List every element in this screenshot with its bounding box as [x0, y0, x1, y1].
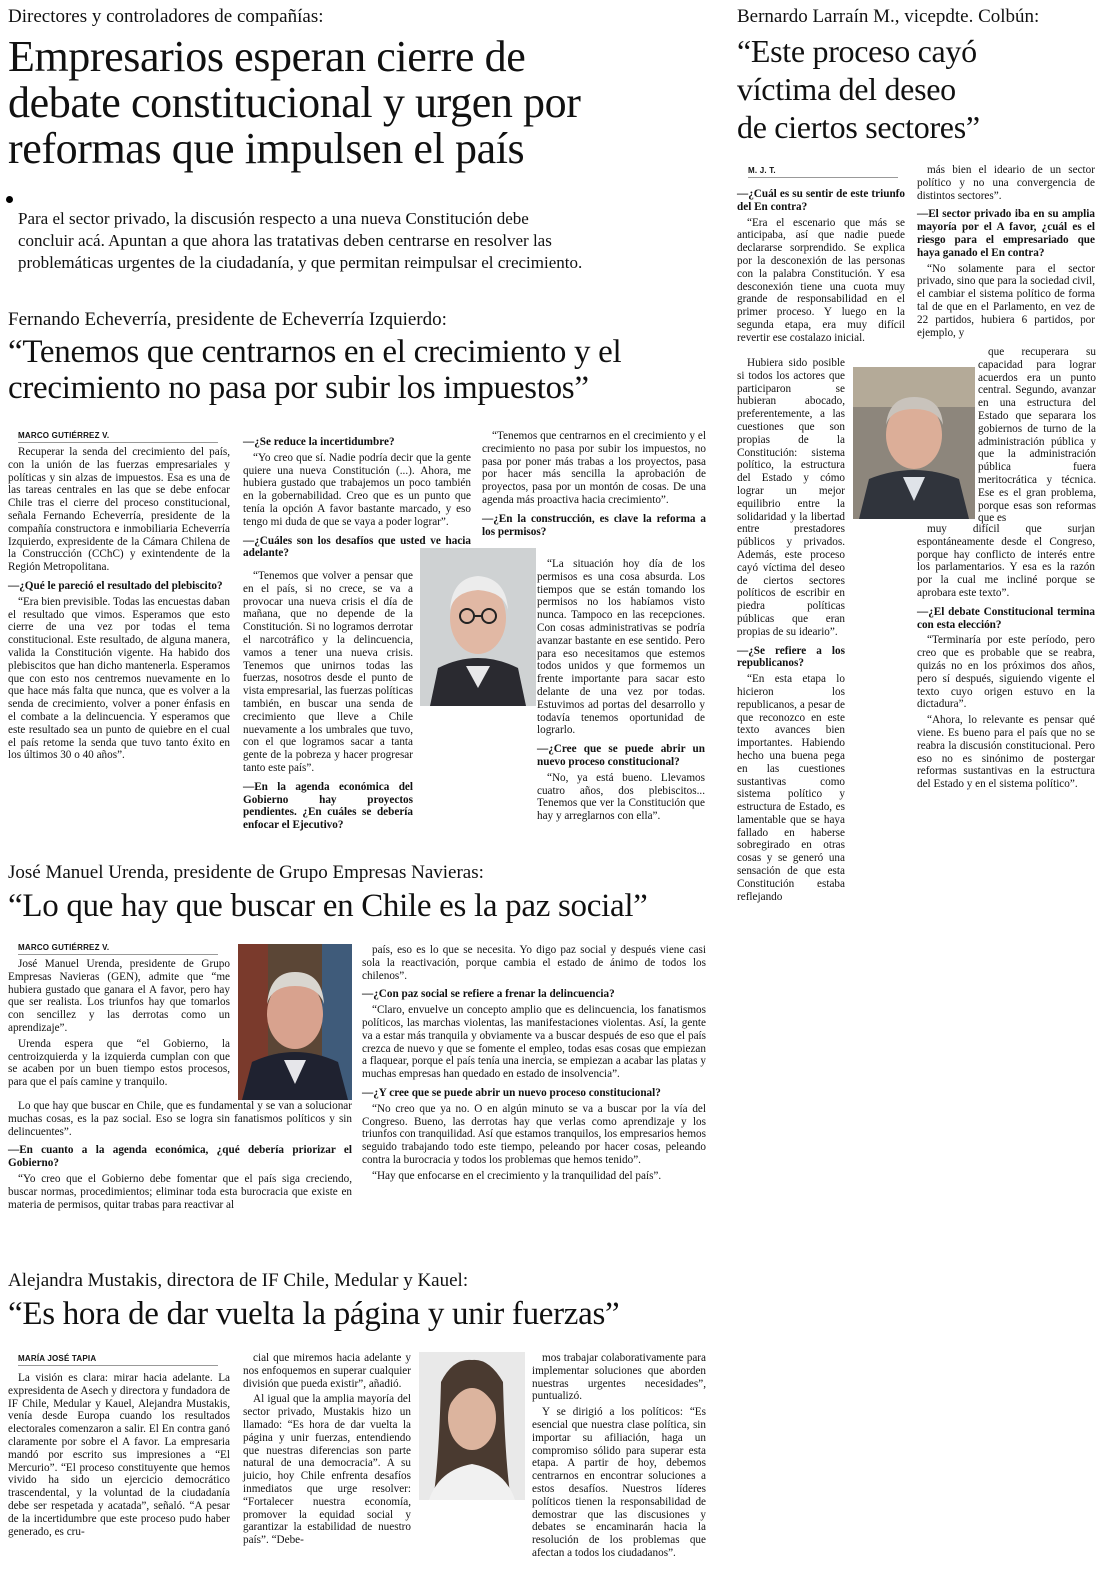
- interview-question: —¿Y cree que se puede abrir un nuevo proceso constitucional?: [362, 1086, 661, 1099]
- main-lede: [18, 208, 708, 274]
- mustakis-col-1: [8, 1372, 230, 1572]
- body-paragraph: “Tenemos que centrarnos en el crecimiento y el crecimiento no pasa por subir los impuestos, no pasa por poner más trabas a los proyectos, pasa por hacer más sencilla la aprobación de proyectos, pasa por un montón de cosas. De una agenda más proactiva hacia crecimiento”.: [482, 430, 706, 506]
- echeverria-quote: [8, 334, 718, 406]
- body-paragraph: “En esta etapa lo hicieron los republicanos, a pesar de que reconozco en este texto avances bien importantes. Habiendo hecho una buena pega en las cuestiones sustantivas como sistema político y estructura de Estado, es lamentable que se haya fallado en haberse sobregirado en otras cosas y se generó una sensación de que esta Constitución estaba reflejando: [737, 673, 845, 903]
- body-paragraph: “No, ya está bueno. Llevamos cuatro años, dos plebiscitos... Tenemos que ver la Constitución que hay y arreglarnos con ella”.: [537, 771, 705, 823]
- mustakis-col-3: [532, 1352, 706, 1572]
- quote-line: víctima del deseo: [737, 71, 956, 107]
- main-kicker: Directores y controladores de compañías:: [8, 6, 324, 27]
- body-paragraph: “Yo creo que sí. Nadie podría decir que la gente quiere una nueva Constitución (...). Ahora, me hubiera gustado que trabajemos un poco también en la gobernabilidad. Creo que es un punto que tenía la opción A favor bastante marcado, y eso tengo mi duda de que se vaya a poder lograr”.: [243, 451, 471, 528]
- interview-question: —¿El debate Constitucional termina con esta elección?: [917, 605, 1095, 631]
- larrain-quote: [737, 32, 1097, 146]
- lede-line: Para el sector privado, la discusión respecto a una nueva Constitución debe: [18, 209, 529, 228]
- larrain-col-1c: [737, 552, 905, 827]
- body-paragraph: José Manuel Urenda, presidente de Grupo Empresas Navieras (GEN), admite que “me hubiera gustado que ganara el A favor, pero hay que ser realista. Los triunfos hay que tomarlos con sencillez y las derrotas como un aprendizaje”.: [8, 958, 230, 1034]
- body-paragraph: Urenda espera que “el Gobierno, la centroizquierda y la izquierda cumplan con que se acaben por un buen tiempo estos procesos, para que el país camine y tranquilo.: [8, 1037, 230, 1089]
- body-paragraph: Y se dirigió a los políticos: “Es esencial que nuestra clase política, sin importar su afiliación, haga un compromiso sólido para superar esta etapa. A partir de hoy, debemos centrarnos en encontrar soluciones a estos desafíos. Nuestros líderes políticos tienen la responsabilidad de demostrar que las discusiones y debates se encaminarán hacia la resolución de los problemas que afectan a todos los ciudadanos”.: [532, 1406, 706, 1559]
- quote-line: “Tenemos que centrarnos en el crecimiento y el: [8, 334, 622, 370]
- mustakis-col-2: [243, 1352, 411, 1572]
- larrain-col-1a: [737, 182, 905, 354]
- lede-line: concluir acá. Apuntan a que ahora las tratativas deben centrarse en resolver las: [18, 231, 552, 250]
- mustakis-photo: [419, 1352, 525, 1500]
- larrain-kicker: Bernardo Larraín M., vicepdte. Colbún:: [737, 6, 1040, 27]
- echeverria-col-2a: [243, 430, 471, 560]
- quote-line: crecimiento no pasa por subir los impuestos”: [8, 370, 589, 406]
- urenda-kicker: José Manuel Urenda, presidente de Grupo Empresas Navieras:: [8, 862, 484, 883]
- mustakis-quote: “Es hora de dar vuelta la página y unir fuerzas”: [8, 1296, 620, 1332]
- interview-question: —El sector privado iba en su amplia mayoría por el A favor, ¿cuál es el riesgo para el empresariado que haya ganado el En contra?: [917, 208, 1095, 259]
- body-paragraph: “Yo creo que el Gobierno debe fomentar que el país siga creciendo, buscar normas, procedimientos; eliminar toda esta burocracia que existe en materia de permisos, quitar trabas para reactivar al: [8, 1172, 352, 1211]
- body-paragraph: Lo que hay que buscar en Chile, que es fundamental y se van a solucionar muchas cosas, es la paz social. Eso se logra sin fanatismos políticos y sin delincuentes”.: [8, 1100, 352, 1138]
- echeverria-byline: MARCO GUTIÉRREZ V.: [18, 431, 218, 443]
- echeverria-kicker: Fernando Echeverría, presidente de Echeverría Izquierdo:: [8, 309, 447, 330]
- headline-line: reformas que impulsen el país: [8, 124, 525, 173]
- body-paragraph: muy difícil que surjan espontáneamente desde el Congreso, porque hay conflicto de interés entre los parlamentarios. Y esa es la razón por la cual me incliné porque se aprobara este texto”.: [917, 523, 1095, 599]
- quote-line: de ciertos sectores”: [737, 109, 980, 145]
- echeverria-col-1: [8, 446, 230, 826]
- urenda-col-2: [362, 944, 706, 1234]
- body-paragraph: “Era bien previsible. Todas las encuestas daban el resultado que vimos. Esperamos que esto cierre de una vez por todas el tema constitucional. Este resultado, de alguna manera, valida la Constitución vigente. Ha habido dos plebiscitos que han dicho mantenerla. Esperamos que con esto nos centremos nuevamente en lo que hace más falta que nunca, que es volver a la senda de crecimiento, volver a poner énfasis en el combate a la delincuencia. Y esperamos que este resultado sea un punto de quiebre en el cual el país retome la senda que tuvo tanto éxito en los últimos 30 o 40 años”.: [8, 595, 230, 762]
- interview-question: —¿Cree que se puede abrir un nuevo proceso constitucional?: [537, 743, 705, 768]
- headline-line: Empresarios esperan cierre de: [8, 32, 526, 81]
- larrain-photo: [853, 367, 975, 519]
- echeverria-photo: [420, 548, 536, 706]
- echeverria-col-2c: [243, 706, 471, 826]
- echeverria-col-3a: [482, 430, 706, 538]
- interview-question: —¿Se reduce la incertidumbre?: [243, 436, 395, 448]
- body-paragraph: “Terminaría por este período, pero creo que es probable que se reabra, quizás no en los próximos dos años, pero sí después, siguiendo vigente el texto cuyo origen estuvo en la dictadura”.: [917, 634, 1095, 711]
- interview-question: —¿Se refiere a los republicanos?: [737, 644, 845, 670]
- larrain-col-1b: [737, 357, 845, 903]
- larrain-col-2a: [917, 164, 1095, 346]
- echeverria-col-3b: [537, 558, 705, 823]
- body-paragraph: La visión es clara: mirar hacia adelante. La expresidenta de Asech y directora y fundadora de IF Chile, Medular y Kauel, Alejandra Mustakis, venía desde Europa cuando los resultados electorales comenzaron a salir. El En contra ganó claramente por sobre el A favor. La empresaria mandó por escrito sus impresiones a “El Mercurio”. “El proceso constituyente que hemos vivido ha sido un ejercicio democrático trascendental, y la voluntad de la ciudadanía debe ser respetada y acatada”, señaló. “A pesar de la incertidumbre que este proceso pudo haber generado, es cru-: [8, 1372, 230, 1538]
- body-paragraph: que recuperara su capacidad para lograr acuerdos era un punto central. Segundo, avanzar en una estructura del Estado que separara los gobiernos de turno de la administración pública y que la administración pública fuera meritocrática y técnica. Ese es el gran problema, porque esas son reformas que es: [978, 346, 1096, 525]
- interview-question: —¿En la construcción, es clave la reforma a los permisos?: [482, 512, 706, 538]
- larrain-byline: M. J. T.: [748, 166, 898, 178]
- lede-line: problemáticas urgentes de la ciudadanía, y que permitan reimpulsar el crecimiento.: [18, 253, 583, 272]
- interview-question: —En la agenda económica del Gobierno hay proyectos pendientes. ¿En cuáles se debería enfocar el Ejecutivo?: [243, 780, 413, 832]
- urenda-col-1b: [8, 1100, 352, 1230]
- body-paragraph: “Tenemos que volver a pensar que en el país, si no crece, se va a provocar una nueva crisis el día de mañana, que no depende de la Constitución. Si no logramos derrotar el narcotráfico y la delincuencia, vamos a tener una nueva crisis. Tenemos que unirnos todas las fuerzas, nosotros desde el punto de vista empresarial, las fuerzas políticas también, en buscar una senda de crecimiento que lleve a Chile nuevamente a los umbrales que tuvo, con el que logramos sacar a tanta gente de la pobreza y hacer progresar tanto este país”.: [243, 570, 413, 774]
- body-paragraph: “La situación hoy día de los permisos es una cosa absurda. Los tiempos que se están tomando los permisos no los habíamos visto nunca. Tampoco en las recepciones. Con cosas administrativas se podría avanzar bastante en ese sentido. Pero para eso necesitamos que estemos todos unidos y que formemos un frente importante para sacar esto delante de una vez por todas. Estuvimos ad portas del desarrollo y todavía tenemos oportunidad de lograrlo.: [537, 558, 705, 737]
- interview-question: —En cuanto a la agenda económica, ¿qué debería priorizar el Gobierno?: [8, 1144, 352, 1170]
- interview-question: —¿Cuáles son los desafíos que usted ve hacia adelante?: [243, 534, 471, 560]
- body-paragraph: Hubiera sido posible si todos los actores que participaron se hubieran abocado, preferentemente, a las cuestiones que son propias de la Constitución: sistema político, la estructura del Estado y cómo lograr un mejor equilibrio entre la solidaridad y la libertad entre prestadores públicos y privados. Además, este proceso cayó víctima del deseo de ciertos sectores políticos de escribir en piedra políticas públicas que eran propias de su ideario”.: [737, 357, 845, 638]
- body-paragraph: “Ahora, lo relevante es pensar qué viene. Es bueno para el país que no se reabra la discusión constitucional. Pero eso no es sinónimo de postergar reformas sustantivas en la estructura del Estado y en el sistema político”.: [917, 714, 1095, 791]
- body-paragraph: “No solamente para el sector privado, sino que para la sociedad civil, el cambiar el sistema político de forma tal de que en el Parlamento, en vez de 22 partidos, hubiera 6 partidos, por ejemplo, y: [917, 262, 1095, 339]
- interview-question: —¿Con paz social se refiere a frenar la delincuencia?: [362, 988, 615, 1001]
- urenda-col-1a: [8, 958, 230, 1098]
- interview-question: —¿Qué le pareció el resultado del plebiscito?: [8, 579, 223, 592]
- body-paragraph: “Claro, envuelve un concepto amplio que es delincuencia, los fanatismos políticos, las marchas violentas, las manifestaciones violentas. Así, la gente va a estar más tranquila y obviamente va a buscar después de eso que el país crezca de nuevo y que se fomente el empleo, todas esas cosas que empiezan a flaquear, porque el país tenía una inercia, se empiezan a acabar las platas y muchas empresas han quedado en estado de insolvencia”.: [362, 1004, 706, 1081]
- mustakis-byline: MARÍA JOSÉ TAPIA: [18, 1354, 218, 1366]
- urenda-photo: [238, 944, 352, 1100]
- main-headline: [8, 34, 718, 172]
- body-paragraph: Recuperar la senda del crecimiento del país, con la unión de las fuerzas empresariales y políticas y sin alzas de impuestos. Esa es una de las tareas centrales en las que se debe enfocar Chile tras el cierre del proceso constitucional, señala Fernando Echeverría, presidente de la compañía constructora e inmobiliaria Echeverría Izquierdo, expresidente de la Cámara Chilena de la Construcción (CChC) y exintendente de la Región Metropolitana.: [8, 446, 230, 574]
- body-paragraph: más bien el ideario de un sector político y no una convergencia de distintos sectores”.: [917, 164, 1095, 202]
- body-paragraph: “Era el escenario que más se anticipaba, así que nadie puede declararse sorprendido. Se explica por la desconexión de las personas con la palabra Constitución. Y esa desconexión tiene una cuota muy grande de responsabilidad en el primer proceso. Y luego en la segunda etapa, era muy difícil revertir ese costalazo inicial.: [737, 216, 905, 344]
- larrain-col-2c: [917, 523, 1095, 827]
- larrain-col-2b: [978, 346, 1096, 525]
- urenda-quote: “Lo que hay que buscar en Chile es la paz social”: [8, 888, 648, 924]
- quote-line: “Este proceso cayó: [737, 33, 977, 69]
- headline-line: debate constitucional y urgen por: [8, 78, 581, 127]
- interview-question: —¿Cuál es su sentir de este triunfo del En contra?: [737, 188, 905, 213]
- body-paragraph: país, eso es lo que se necesita. Yo digo paz social y después viene casi sola la reactivación, porque cambia el estado de ánimo de todos los chilenos”.: [362, 944, 706, 982]
- bullet-dot: [6, 196, 13, 203]
- mustakis-kicker: Alejandra Mustakis, directora de IF Chile, Medular y Kauel:: [8, 1270, 469, 1291]
- body-paragraph: mos trabajar colaborativamente para implementar soluciones que aborden nuestras urgentes necesidades”, puntualizó.: [532, 1352, 706, 1403]
- urenda-byline: MARCO GUTIÉRREZ V.: [18, 943, 218, 955]
- body-paragraph: Al igual que la amplia mayoría del sector privado, Mustakis hizo un llamado: “Es hora de dar vuelta la página y unir fuerzas, entendiendo que nuestras diferencias son parte natural de una democracia”. A su juicio, hoy Chile enfrenta desafíos inmediatos que urge resolver: “Fortalecer nuestra economía, promover la equidad social y garantizar la estabilidad de nuestro país”. “Debe-: [243, 1393, 411, 1547]
- body-paragraph: “Hay que enfocarse en el crecimiento y la tranquilidad del país”.: [372, 1169, 662, 1182]
- body-paragraph: “No creo que ya no. O en algún minuto se va a buscar por la vía del Congreso. Bueno, las derrotas hay que verlas como aprendizaje y los triunfos con tranquilidad. Así que estamos tranquilos, los empresarios hemos seguido trabajando todo este tiempo, peleando por hacer cosas, peleando contra la burocracia y todos los problemas que hemos tenido”.: [362, 1102, 706, 1166]
- body-paragraph: cial que miremos hacia adelante y nos enfoquemos en superar cualquier división que pueda existir”, añadió.: [243, 1352, 411, 1390]
